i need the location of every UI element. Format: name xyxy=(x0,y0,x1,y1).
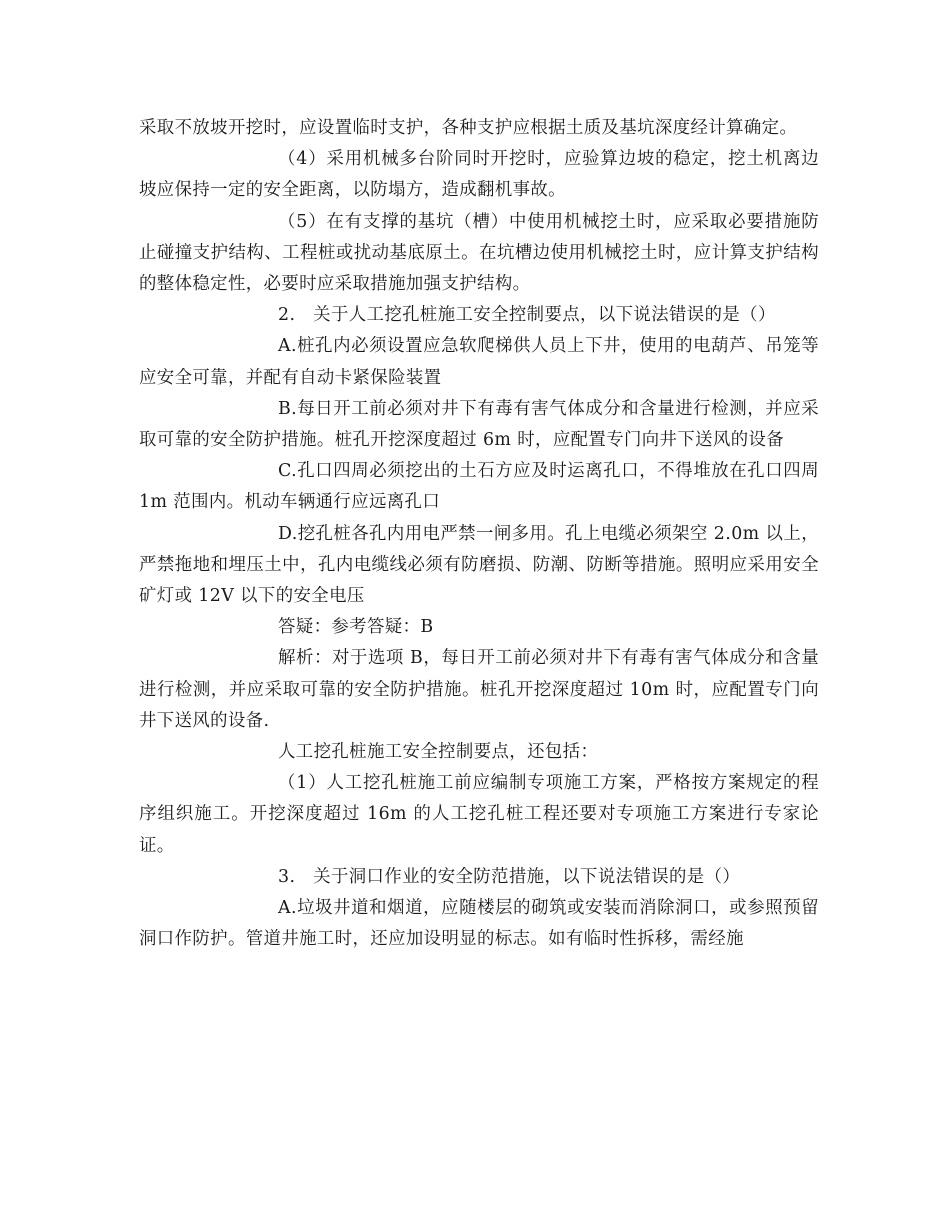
question-3-option-a: A.垃圾井道和烟道，应随楼层的砌筑或安装而消除洞口，或参照预留洞口作防护。管道井施工时，还应加设明显的标志。如有临时性拆移，需经施 xyxy=(139,898,819,950)
document-body xyxy=(139,113,819,955)
paragraph-item-5: （5）在有支撑的基坑（槽）中使用机械挖土时，应采取必要措施防止碰撞支护结构、工程桩或扰动基底原土。在坑槽边使用机械挖土时，应计算支护结构的整体稳定性，必要时应采取措施加强支护结构。 xyxy=(139,211,819,295)
paragraph-item-4: （4）采用机械多台阶同时开挖时，应验算边坡的稳定，挖土机离边坡应保持一定的安全距离，以防塌方，造成翻机事故。 xyxy=(139,149,819,201)
paragraph-item-1: （1）人工挖孔桩施工前应编制专项施工方案，严格按方案规定的程序组织施工。开挖深度超过 16m 的人工挖孔桩工程还要对专项施工方案进行专家论证。 xyxy=(139,773,819,856)
question-2-option-c: C.孔口四周必须挖出的土石方应及时运离孔口，不得堆放在孔口四周 1m 范围内。机动车辆通行应远离孔口 xyxy=(139,461,819,513)
additional-points-heading: 人工挖孔桩施工安全控制要点，还包括： xyxy=(278,742,599,763)
question-2-explanation: 解析：对于选项 B，每日开工前必须对井下有毒有害气体成分和含量进行检测，并应采取可靠的安全防护措施。桩孔开挖深度超过 10m 时，应配置专门向井下送风的设备. xyxy=(139,648,819,731)
paragraph-continuation: 采取不放坡开挖时，应设置临时支护，各种支护应根据土质及基坑深度经计算确定。 xyxy=(139,118,798,138)
question-3-stem: 3. 关于洞口作业的安全防范措施，以下说法错误的是（） xyxy=(278,866,741,887)
question-2-option-d: D.挖孔桩各孔内用电严禁一闸多用。孔上电缆必须架空 2.0m 以上，严禁拖地和埋压土中，孔内电缆线必须有防磨损、防潮、防断等措施。照明应采用安全矿灯或 12V 以下的安全电压 xyxy=(139,523,819,607)
question-2-option-b: B.每日开工前必须对井下有毒有害气体成分和含量进行检测，并应采取可靠的安全防护措施。桩孔开挖深度超过 6m 时，应配置专门向井下送风的设备 xyxy=(139,398,819,451)
question-2-stem: 2. 关于人工挖孔桩施工安全控制要点，以下说法错误的是（） xyxy=(278,305,776,326)
question-2-answer: 答疑：参考答疑：B xyxy=(278,617,434,638)
question-2-option-a: A.桩孔内必须设置应急软爬梯供人员上下井，使用的电葫芦、吊笼等应安全可靠，并配有自动卡紧保险装置 xyxy=(139,336,819,388)
